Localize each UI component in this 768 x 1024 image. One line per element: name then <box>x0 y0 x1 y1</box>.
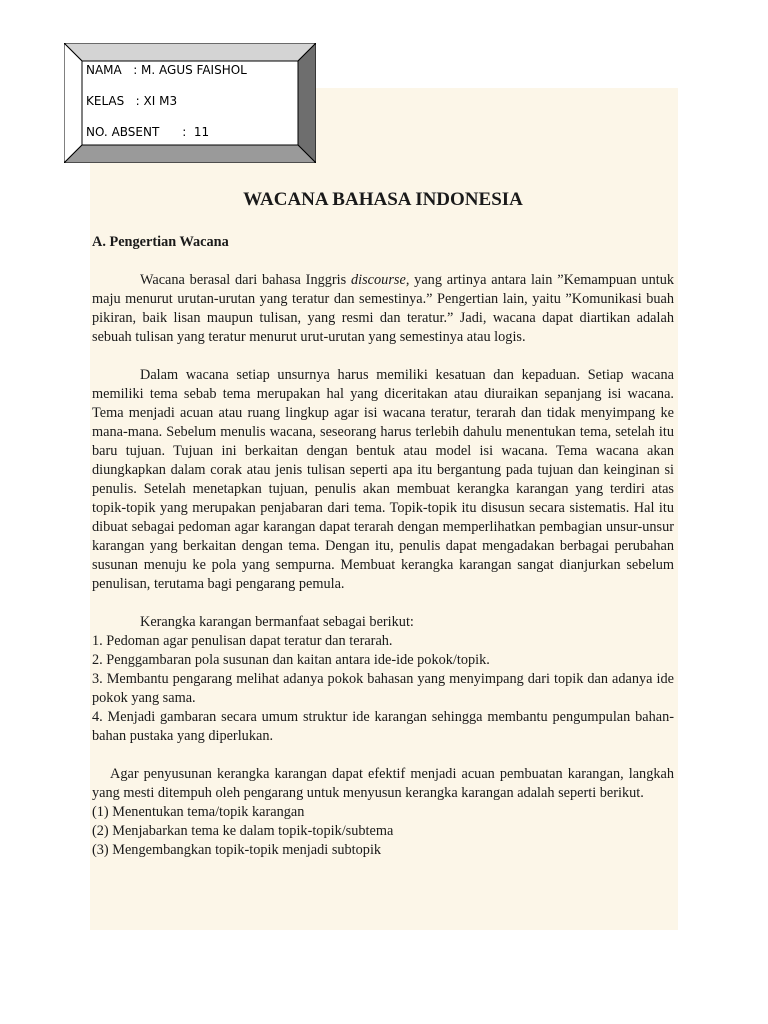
paragraph-1-text-b: , yang artinya antara lain ”Kemampuan untuk maju menurut urutan-urutan yang teratur dan semestinya.” Pengertian lain, yaitu ”Komunikasi buah pikiran, baik lisan maupun tulisan, yang resmi dan teratur.” Jadi, wacana dapat diartikan adalah sebuah tulisan yang teratur menurut urut-urutan yang semestinya atau logis. <box>92 272 674 345</box>
paragraph-1-text-a: Wacana berasal dari bahasa Inggris <box>140 272 351 288</box>
paragraph-1 <box>92 271 674 347</box>
list-item: (1) Menentukan tema/topik karangan <box>92 804 305 820</box>
benefits-list <box>92 632 674 746</box>
section-heading: A. Pengertian Wacana <box>92 234 229 250</box>
list-item: (3) Mengembangkan topik-topik menjadi subtopik <box>92 842 382 858</box>
steps-list <box>92 803 674 860</box>
student-id-box <box>64 43 316 163</box>
document-title: WACANA BAHASA INDONESIA <box>243 189 523 210</box>
paragraph-4: Agar penyusunan kerangka karangan dapat efektif menjadi acuan pembuatan karangan, langkah yang mesti ditempuh oleh pengarang untuk menyusun kerangka karangan adalah seperti berikut. <box>92 766 674 801</box>
student-class: KELAS : XI M3 <box>86 94 178 108</box>
list-item: 3. Membantu pengarang melihat adanya pokok bahasan yang menyimpang dari topik dan adanya ide pokok yang sama. <box>92 671 674 706</box>
list-item: 2. Penggambaran pola susunan dan kaitan antara ide-ide pokok/topik. <box>92 652 490 668</box>
list-item: 4. Menjadi gambaran secara umum struktur ide karangan sehingga membantu pengumpulan bahan-bahan pustaka yang diperlukan. <box>92 709 674 744</box>
paragraph-2: Dalam wacana setiap unsurnya harus memiliki kesatuan dan kepaduan. Setiap wacana memiliki tema sebab tema merupakan hal yang diceritakan atau diuraikan sepanjang isi wacana. Tema menjadi acuan atau ruang lingkup agar isi wacana teratur, terarah dan tidak menyimpang ke mana-mana. Sebelum menulis wacana, seseorang harus terlebih dahulu menentukan tema, setelah itu baru tujuan. Tujuan ini berkaitan dengan bentuk atau model isi wacana. Tema wacana akan diungkapkan dalam corak atau jenis tulisan seperti apa itu bergantung pada tujuan dan keinginan si penulis. Setelah menetapkan tujuan, penulis akan membuat kerangka karangan yang terdiri atas topik-topik yang merupakan penjabaran dari tema. Topik-topik itu disusun secara sistematis. Hal itu dibuat sebagai pedoman agar karangan dapat terarah dengan memperlihatkan pembagian unsur-unsur karangan yang berkaitan dengan tema. Dengan itu, penulis dapat mengadakan berbagai perubahan susunan menuju ke pola yang sempurna. Membuat kerangka karangan sangat dianjurkan sebelum penulisan, terutama bagi pengarang pemula. <box>92 367 674 592</box>
document-body <box>92 188 674 860</box>
student-absent-number: NO. ABSENT : 11 <box>86 125 210 139</box>
list-item: 1. Pedoman agar penulisan dapat teratur dan terarah. <box>92 633 393 649</box>
paragraph-1-emphasis: discourse <box>351 272 406 288</box>
list-item: (2) Menjabarkan tema ke dalam topik-topik/subtema <box>92 823 394 839</box>
paragraph-3-intro: Kerangka karangan bermanfaat sebagai berikut: <box>140 614 414 630</box>
student-name: NAMA : M. AGUS FAISHOL <box>86 63 247 77</box>
